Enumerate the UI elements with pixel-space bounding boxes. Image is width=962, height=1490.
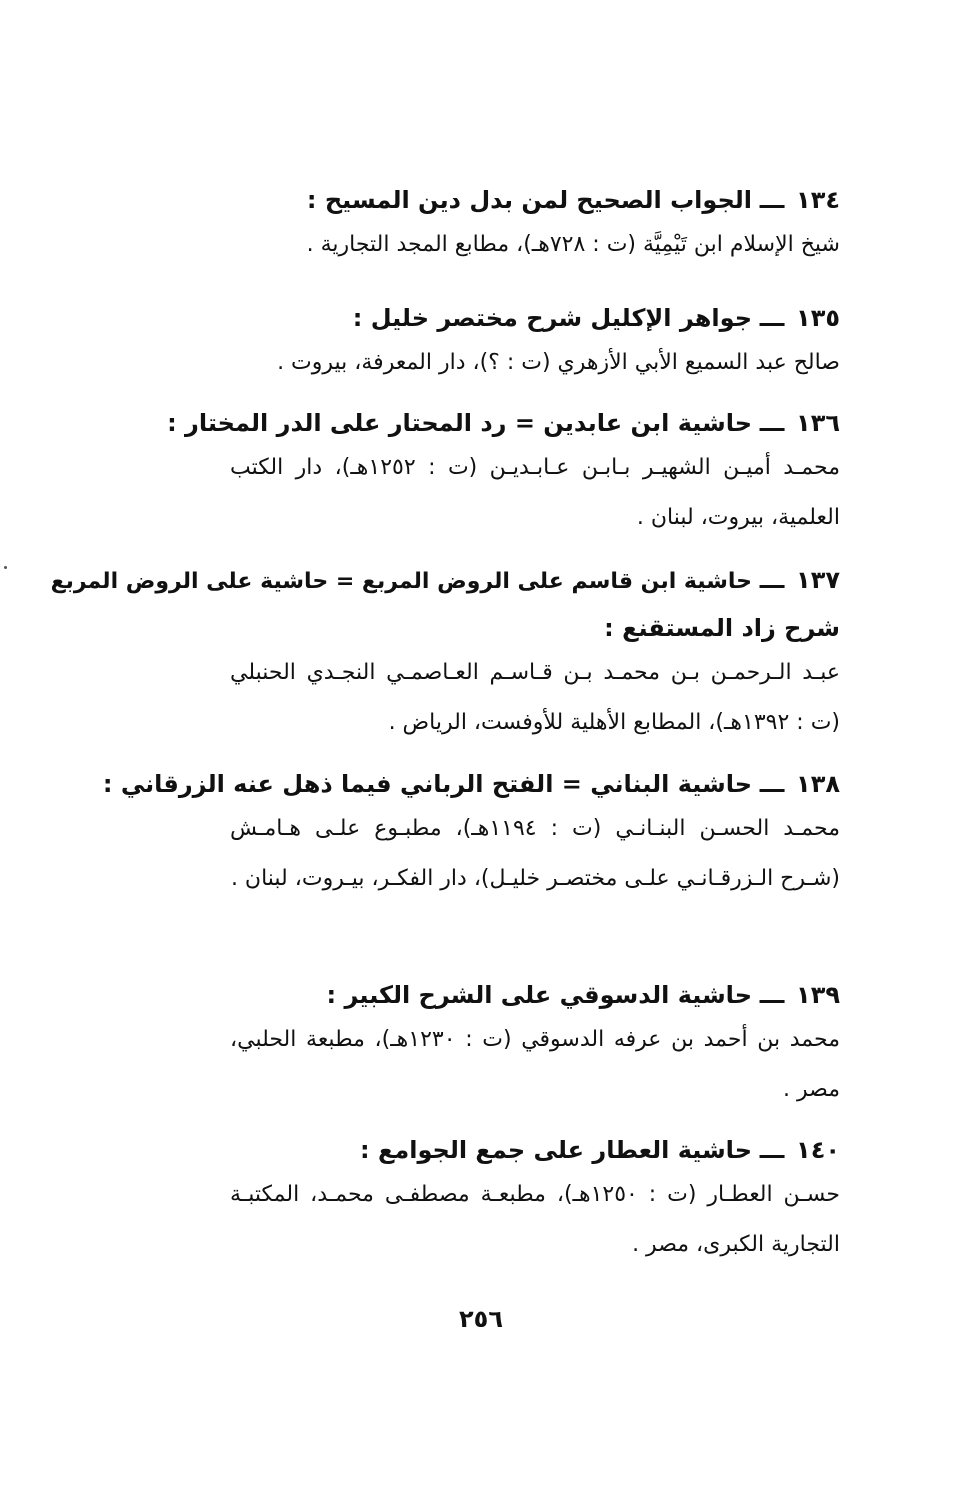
entry-number: ١٣٥ [796, 304, 840, 332]
entry-number: ١٣٩ [796, 981, 840, 1009]
entry-title: حاشية العطار على جمع الجوامع : [360, 1136, 752, 1164]
bibliography-entry-134 [110, 180, 840, 270]
entry-dash: ـــ [759, 186, 785, 214]
entry-title: حاشية الدسوقي على الشرح الكبير : [326, 981, 752, 1009]
entry-title: حاشية ابن قاسم على الروض المربع = حاشية على الروض المربع [50, 569, 752, 594]
entry-number: ١٣٨ [796, 770, 840, 798]
bibliography-entry-140 [110, 1130, 840, 1270]
entry-number: ١٣٦ [796, 409, 840, 437]
entry-details: محمـد الحسـن البنـانـي (ت : ١١٩٤هـ)، مطبـوع علـى هـامـش (شـرح الـزرقـانـي علـى مختصـر خليـل)، دار الفكـر، بيـروت، لبنان . [230, 816, 840, 891]
entry-details: صالح عبد السميع الأبي الأزهري (ت : ؟)، دار المعرفة، بيروت . [277, 350, 840, 375]
entry-dash: ـــ [759, 304, 785, 332]
bibliography-entry-136 [110, 403, 840, 543]
entry-dash: ـــ [759, 1136, 785, 1164]
entry-title: حاشية ابن عابدين = رد المحتار على الدر المختار : [167, 409, 752, 437]
bibliography-entry-137 [50, 560, 840, 748]
entry-title: جواهر الإكليل شرح مختصر خليل : [352, 304, 752, 332]
entry-heading [50, 560, 840, 602]
entry-details: شيخ الإسلام ابن تَيْمِيَّة (ت : ٧٢٨هـ)، مطابع المجد التجارية . [306, 232, 840, 257]
entry-heading [110, 180, 840, 220]
entry-dash: ـــ [759, 981, 785, 1009]
page-number: ٢٥٦ [459, 1305, 503, 1333]
entry-heading [110, 975, 840, 1015]
entry-heading [110, 298, 840, 338]
entry-number: ١٣٤ [796, 186, 840, 214]
entry-details: محمـد أميـن الشهيـر بـابـن عـابـديـن (ت : ١٢٥٢هـ)، دار الكتب العلمية، بيروت، لبنان . [230, 455, 840, 530]
entry-heading [102, 764, 840, 804]
entry-title: الجواب الصحيح لمن بدل دين المسيح : [306, 186, 752, 214]
bibliography-entry-139 [110, 975, 840, 1115]
entry-title: حاشية البناني = الفتح الرباني فيما ذهل عنه الزرقاني : [102, 770, 752, 798]
entry-details: عبـد الـرحمـن بـن محمـد بـن قـاسـم العـاصمـي النجـدي الحنبلي (ت : ١٣٩٢هـ)، المطابع الأهلية للأوفست، الرياض . [230, 660, 840, 735]
entry-heading [110, 1130, 840, 1170]
entry-details: محمد بن أحمد بن عرفه الدسوقي (ت : ١٢٣٠هـ)، مطبعة الحلبي، مصر . [230, 1027, 840, 1102]
margin-dot [4, 566, 7, 569]
entry-title-continuation: شرح زاد المستقنع : [604, 614, 840, 642]
entry-dash: ـــ [759, 770, 785, 798]
entry-details: حسـن العطـار (ت : ١٢٥٠هـ)، مطبعـة مصطفـى محمـد، المكتبـة التجارية الكبرى، مصر . [230, 1182, 840, 1257]
entry-heading [110, 403, 840, 443]
entry-number: ١٣٧ [796, 566, 840, 594]
bibliography-entry-138 [102, 764, 840, 904]
entry-number: ١٤٠ [796, 1136, 840, 1164]
entry-dash: ـــ [759, 409, 785, 437]
bibliography-entry-135 [110, 298, 840, 388]
entry-dash: ـــ [759, 566, 785, 594]
